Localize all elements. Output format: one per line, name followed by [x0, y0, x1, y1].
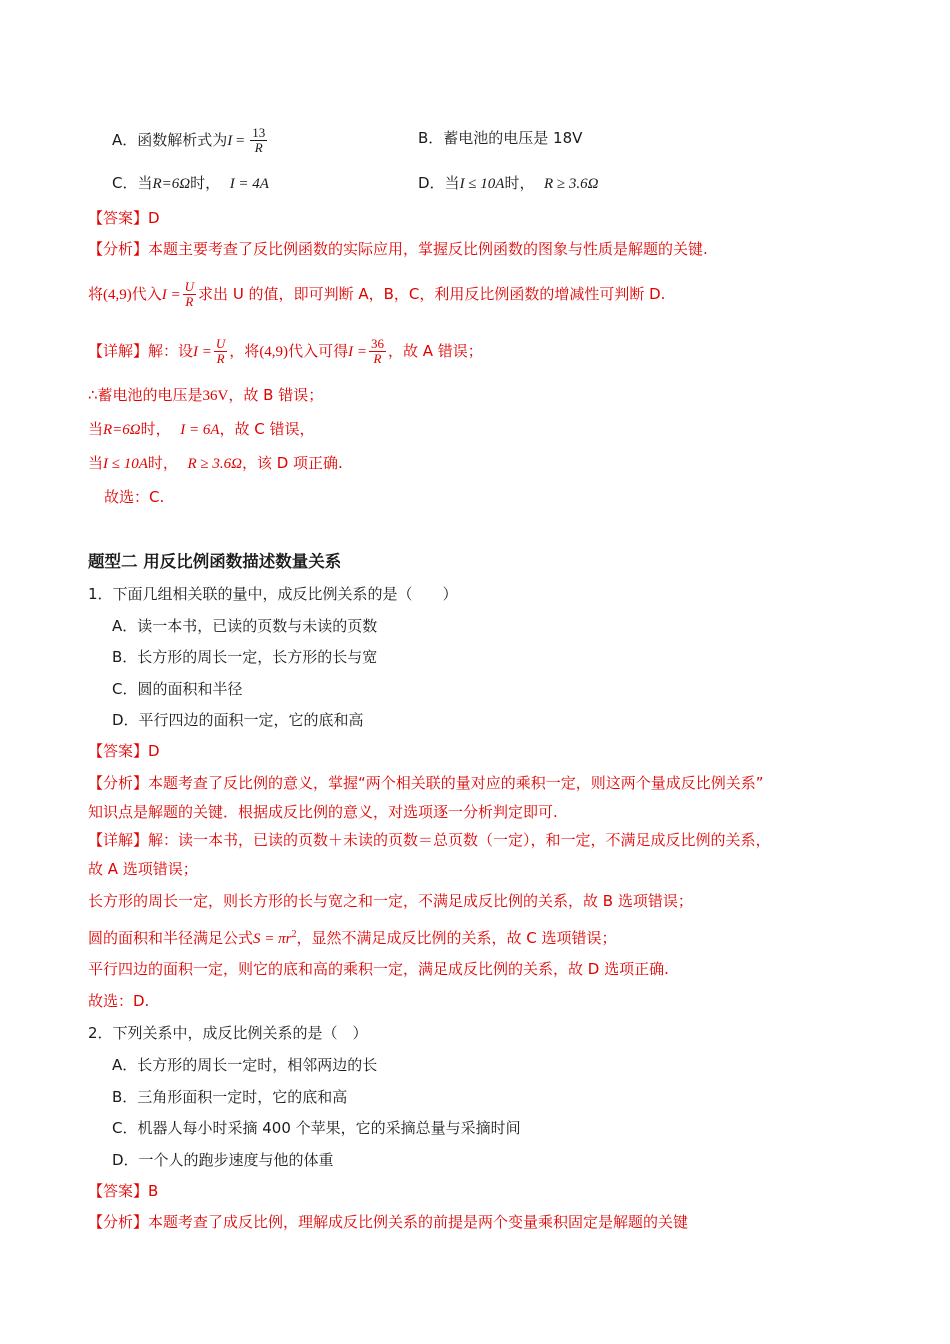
q1-option-b: B．长方形的周长一定，长方形的长与宽 [112, 648, 378, 666]
option-a-label: A．函数解析式为 [112, 131, 228, 149]
option-b: B．蓄电池的电压是 18V [418, 129, 583, 147]
detail: 【详解】解：设I = $\frac{U}{R}$ ，将(4,9)代入可得I = $\frac{36}{R}$ ，故 A 错误； [88, 336, 483, 366]
option-a-fraction: $\frac{13}{R}$ [252, 125, 266, 155]
section-title: 题型二 用反比例函数描述数量关系 [88, 552, 342, 571]
q1-detail-3: 长方形的周长一定，则长方形的长与宽之和一定，不满足成反比例的关系，故 B 选项错误； [88, 892, 693, 910]
fraction-u-r: $\frac{U}{R}$ [184, 279, 195, 309]
q2-answer: 【答案】B [88, 1182, 159, 1200]
q2-option-d: D．一个人的跑步速度与他的体重 [112, 1151, 334, 1169]
detail-line-1: ∴蓄电池的电压是36V，故 B 错误； [88, 386, 324, 404]
q1-option-d: D．平行四边的面积一定，它的底和高 [112, 711, 364, 729]
q1-detail-1: 【详解】解：读一本书，已读的页数＋未读的页数＝总页数（一定），和一定，不满足成反比例的关系， [88, 831, 771, 849]
choose: 故选：C. [104, 488, 165, 506]
option-a-var: I [227, 133, 233, 149]
q1-analysis-1: 【分析】本题考查了反比例的意义，掌握“两个相关联的量对应的乘积一定，则这两个量成反比例关系” [88, 774, 764, 792]
q2-option-c: C．机器人每小时采摘 400 个苹果，它的采摘总量与采摘时间 [112, 1119, 521, 1137]
detail-line-2: 当R=6Ω时， I = 6A，故 C 错误， [88, 420, 315, 438]
option-a: A．函数解析式为I = $\frac{13}{R}$ [112, 125, 266, 155]
q1-option-c: C．圆的面积和半径 [112, 680, 243, 698]
q1-detail-2: 故 A 选项错误； [88, 860, 198, 878]
answer: 【答案】D [88, 209, 160, 227]
q2-option-b: B．三角形面积一定时，它的底和高 [112, 1088, 348, 1106]
q1-detail-4: 圆的面积和半径满足公式$S = \pi r^2$，显然不满足成反比例的关系，故 C 选项错误； [88, 929, 617, 947]
q2-analysis: 【分析】本题考查了成反比例，理解成反比例关系的前提是两个变量乘积固定是解题的关键 [88, 1213, 689, 1231]
q1-analysis-2: 知识点是解题的关键．根据成反比例的意义，对选项逐一分析判定即可. [88, 803, 558, 821]
q1-answer: 【答案】D [88, 742, 160, 760]
detail-line-3: 当I ≤ 10A时， R ≥ 3.6Ω，该 D 项正确. [88, 454, 343, 472]
q1-stem: 1．下面几组相关联的量中，成反比例关系的是（ ） [88, 585, 458, 603]
analysis: 【分析】本题主要考查了反比例函数的实际应用，掌握反比例函数的图象与性质是解题的关键. [88, 240, 708, 258]
q2-option-a: A．长方形的周长一定时，相邻两边的长 [112, 1056, 378, 1074]
q1-detail-5: 平行四边的面积一定，则它的底和高的乘积一定，满足成反比例的关系，故 D 选项正确. [88, 960, 669, 978]
q2-stem: 2．下列关系中，成反比例关系的是（ ） [88, 1024, 368, 1042]
q1-choose: 故选：D. [88, 992, 150, 1010]
option-c: C．当R=6Ω时， I = 4A [112, 174, 269, 192]
analysis-substitution: 将(4,9)代入I = $\frac{U}{R}$ 求出 U 的值，即可判断 A，B，C，利用反比例函数的增减性可判断 D. [88, 279, 666, 309]
option-d: D．当I ≤ 10A时， R ≥ 3.6Ω [418, 174, 599, 192]
q1-option-a: A．读一本书，已读的页数与未读的页数 [112, 617, 378, 635]
